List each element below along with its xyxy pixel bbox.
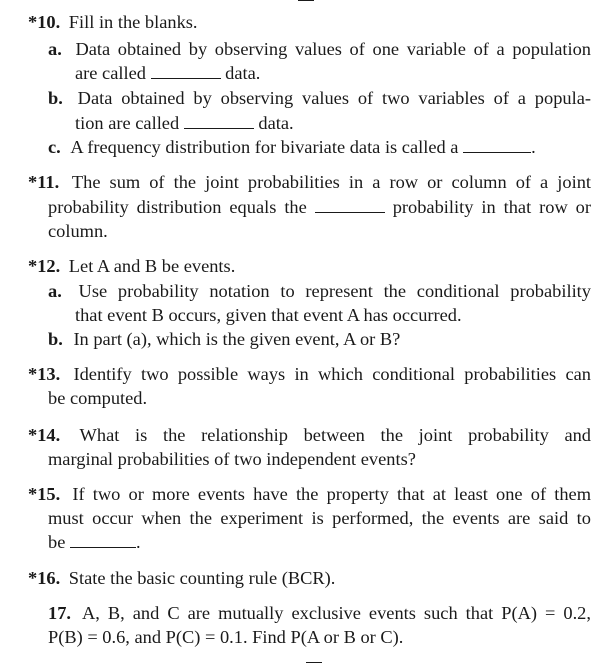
top-edge-mark <box>298 0 314 1</box>
q11-line3: column. <box>48 221 108 241</box>
q13-line2: be computed. <box>48 388 148 408</box>
bottom-edge-mark <box>306 662 322 663</box>
q14-number: *14. <box>28 425 61 445</box>
q11-number: *11. <box>28 172 60 192</box>
q10a-line1: a. Data obtained by observing values of one variable of a population <box>48 39 591 59</box>
q10b-blank <box>184 115 254 129</box>
q10b-line2: tion are called data. <box>75 113 294 133</box>
q17-line1: 17. A, B, and C are mutually exclusive events such that P(A) = 0.2, <box>48 603 591 623</box>
q10-heading <box>28 10 198 34</box>
q10-text: Fill in the blanks. <box>68 12 198 32</box>
q10a-label: a. <box>48 39 62 59</box>
q15-line2: must occur when the experiment is performed, the events are said to <box>48 508 591 528</box>
q11-line1: *11. The sum of the joint probabilities in a row or column of a joint <box>28 172 591 192</box>
q15-number: *15. <box>28 484 61 504</box>
q12-heading <box>28 254 235 278</box>
q10a-line2: are called data. <box>75 63 261 83</box>
q17-number: 17. <box>48 603 71 623</box>
q10-number: *10. <box>28 12 61 32</box>
q16-number: *16. <box>28 568 61 588</box>
q12-text: Let A and B be events. <box>68 256 236 276</box>
q15-line1: *15. If two or more events have the property that at least one of them <box>28 484 592 504</box>
q11-blank <box>315 199 385 213</box>
q12a-line2: that event B occurs, given that event A has occurred. <box>75 305 462 325</box>
q13-number: *13. <box>28 364 61 384</box>
q12a-label: a. <box>48 281 62 301</box>
q17-line2: P(B) = 0.6, and P(C) = 0.1. Find P(A or B or C). <box>48 627 404 647</box>
q10b-line1: b. Data obtained by observing values of two variables of a popula- <box>48 88 591 108</box>
q12a-line1: a. Use probability notation to represent the conditional probability <box>48 281 591 301</box>
q12b-line: b. In part (a), which is the given event, A or B? <box>48 329 401 349</box>
q11-line2: probability distribution equals the probability in that row or <box>48 197 591 217</box>
q15-line3: be . <box>48 532 141 552</box>
q14-line1: *14. What is the relationship between the joint probability and <box>28 425 591 445</box>
q10c-blank <box>463 139 531 153</box>
q10b-label: b. <box>48 88 63 108</box>
q10a-blank <box>151 65 221 79</box>
q15-blank <box>70 534 136 548</box>
q16-line: *16. State the basic counting rule (BCR). <box>28 568 336 588</box>
q14-line2: marginal probabilities of two independent events? <box>48 449 416 469</box>
q13-line1: *13. Identify two possible ways in which conditional probabilities can <box>28 364 591 384</box>
q10c-line: c. A frequency distribution for bivariate data is called a . <box>48 137 536 157</box>
q12b-label: b. <box>48 329 63 349</box>
q12-number: *12. <box>28 256 61 276</box>
q10c-label: c. <box>48 137 61 157</box>
